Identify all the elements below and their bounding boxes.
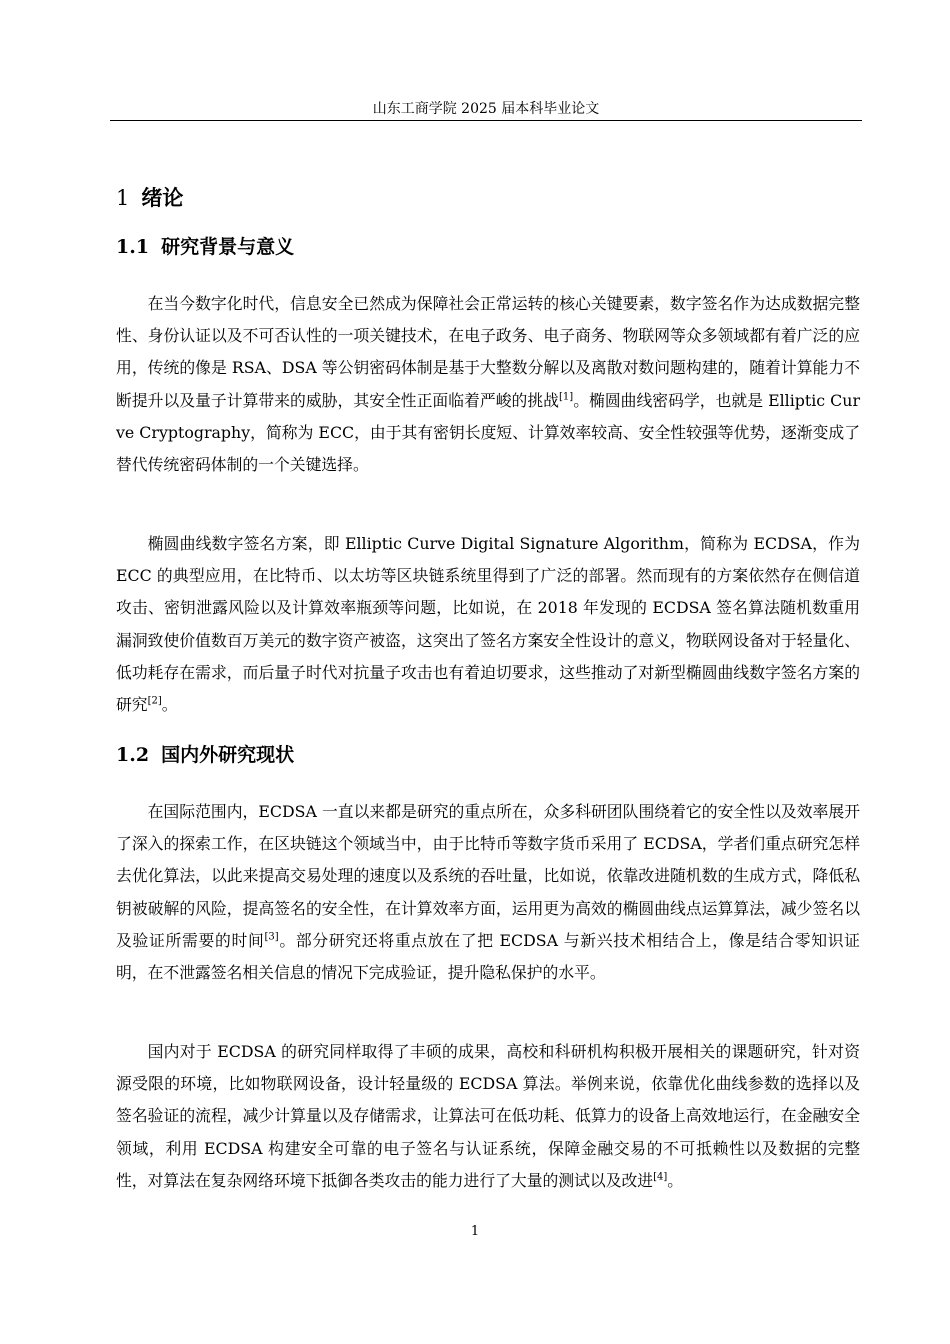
paragraph-text-tail: 。 bbox=[161, 695, 178, 715]
paragraph-text-tail: 。部分研究还将重点放在了把 ECDSA 与新兴技术相结合上，像是结合零知识证明，在不泄露签名相关信息的情况下完成验证，提升隐私保护的水平。 bbox=[116, 930, 860, 983]
citation: [4] bbox=[653, 1171, 668, 1183]
section-number: 1.2 bbox=[116, 744, 150, 766]
paragraph-text: 椭圆曲线数字签名方案，即 Elliptic Curve Digital Signature Algorithm，简称为 ECDSA，作为 ECC 的典型应用，在比特币、以太坊等区块链系统里得到了广泛的部署。然而现有的方案依然存在侧信道攻击、密钥泄露风险以及计算效率瓶颈等问题，比如说，在 2018 年发现的 ECDSA 签名算法随机数重用漏洞致使价值数百万美元的数字资产被盗，这突出了签名方案安全性设计的意义，物联网设备对于轻量化、低功耗存在需求，而后量子时代对抗量子攻击也有着迫切要求，这些推动了对新型椭圆曲线数字签名方案的研究 bbox=[116, 534, 860, 715]
paragraph-3 bbox=[116, 796, 860, 989]
chapter-title: 绪论 bbox=[141, 185, 184, 210]
paragraph-text: 在国际范围内，ECDSA 一直以来都是研究的重点所在，众多科研团队围绕着它的安全性以及效率展开了深入的探索工作，在区块链这个领域当中，由于比特币等数字货币采用了 ECDSA，学者们重点研究怎样去优化算法，以此来提高交易处理的速度以及系统的吞吐量，比如说，依靠改进随机数的生成方式，降低私钥被破解的风险，提高签名的安全性，在计算效率方面，运用更为高效的椭圆曲线点运算算法，减少签名以及验证所需要的时间 bbox=[116, 802, 860, 950]
paragraph-1 bbox=[116, 288, 860, 481]
section-title: 国内外研究现状 bbox=[161, 744, 295, 766]
paragraph-text-tail: 。 bbox=[667, 1170, 684, 1190]
section-heading-1-2 bbox=[116, 741, 294, 769]
paragraph-text: 在当今数字化时代，信息安全已然成为保障社会正常运转的核心关键要素，数字签名作为达成数据完整性、身份认证以及不可否认性的一项关键技术，在电子政务、电子商务、物联网等众多领域都有着广泛的应用，传统的像是 RSA、DSA 等公钥密码体制是基于大整数分解以及离散对数问题构建的，随着计算能力不断提升以及量子计算带来的威胁，其安全性正面临着严峻的挑战 bbox=[116, 294, 860, 410]
section-number: 1.1 bbox=[116, 236, 150, 258]
citation: [3] bbox=[264, 931, 279, 943]
running-header: 山东工商学院 2025 届本科毕业论文 bbox=[372, 101, 600, 117]
chapter-number: 1 bbox=[116, 186, 130, 210]
section-heading-1-1 bbox=[116, 233, 294, 261]
chapter-heading bbox=[116, 183, 183, 213]
page-number: 1 bbox=[470, 1224, 480, 1239]
citation: [1] bbox=[559, 391, 574, 403]
citation: [2] bbox=[147, 695, 162, 707]
paragraph-2 bbox=[116, 528, 860, 721]
paragraph-text: 国内对于 ECDSA 的研究同样取得了丰硕的成果，高校和科研机构积极开展相关的课题研究，针对资源受限的环境，比如物联网设备，设计轻量级的 ECDSA 算法。举例来说，依靠优化曲线参数的选择以及签名验证的流程，减少计算量以及存储需求，让算法可在低功耗、低算力的设备上高效地运行，在金融安全领域，利用 ECDSA 构建安全可靠的电子签名与认证系统，保障金融交易的不可抵赖性以及数据的完整性，对算法在复杂网络环境下抵御各类攻击的能力进行了大量的测试以及改进 bbox=[116, 1042, 860, 1190]
header-rule bbox=[110, 120, 862, 121]
paragraph-4 bbox=[116, 1036, 860, 1197]
paragraph-text-tail: 。椭圆曲线密码学，也就是 Elliptic Curve Cryptography，简称为 ECC，由于其有密钥长度短、计算效率较高、安全性较强等优势，逐渐变成了替代传统密码体制的一个关键选择。 bbox=[116, 390, 860, 475]
section-title: 研究背景与意义 bbox=[161, 236, 295, 258]
